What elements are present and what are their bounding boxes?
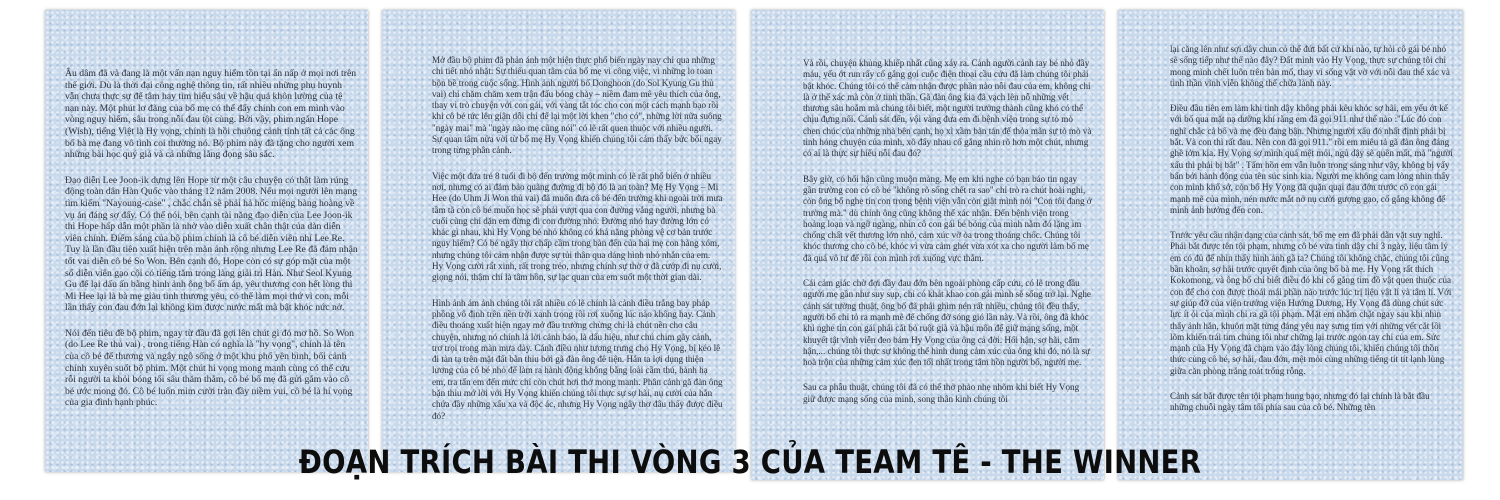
page-1-paragraph-1: Âu dâm đã và đang là một vấn nạn nguy hiểm tồn tại ẩn nấp ở mọi nơi trên thế giới. Dù là thời đại công nghệ thông tin, rất nhiều những phụ huynh vẫn chưa thực sự để tâm hay tìm hiểu sâu về hậu quả khôn lường của tệ nạn này. Một phút lơ đãng của bố mẹ có thể đẩy chính con em mình vào vòng nguy hiểm, sâu trong nỗi đau tột cùng. Bởi vậy, phim ngắn Hope (Wish), tiếng Việt là Hy vọng, chính là hồi chuông cảnh tỉnh tất cả các ông bố bà mẹ đang vô tình coi thường nó. Bộ phim này đã tặng cho người xem những bài học quý giá và cả những lắng đọng sâu sắc.	[65, 68, 357, 161]
page-1-paragraph-2: Đạo diễn Lee Joon-ik dựng lên Hope từ một câu chuyện có thật làm rúng động toàn dân Hàn Quốc vào tháng 12 năm 2008. Nếu mọi người lên mạng tìm kiếm "Nayoung-case" , chắc chắn sẽ phải hả hốc miệng bàng hoàng về vụ án đáng sợ đấy. Có thể nói, bên cạnh tài năng đạo diễn của Lee Joon-ik thì Hope hấp dẫn một phần là nhờ vào diễn xuất chân thật của dàn diễn viên chính. Điểm sáng của bộ phim chính là cô bé diễn viên nhí Lee Re. Tuy là lần đầu tiên xuất hiện trên màn ảnh rộng nhưng Lee Re đã đảm nhận tốt vai diễn cô bé So Won. Bên cạnh đó, Hope còn có sự góp mặt của một số diễn viên gạo cội có tiếng tăm trong làng giải trí Hàn. Như Seol Kyung Gu để lại dấu ấn bằng hình ảnh ông bố ấm áp, yêu thương con hết lòng thì Mi Hee lại là bà mẹ giàu tình thương yêu, có thể làm mọi thứ vì con, mỗi lần thấy con đau đớn lại không kìm được nước mắt mà bật khóc nức nở.	[65, 174, 358, 314]
page-2-paragraph-2: Việc một đứa trẻ 8 tuổi đi bộ đến trường một mình có lẽ rất phổ biến ở nhiều nơi, nhưng có ai đảm bảo quãng đường đi bộ đó là an toàn? Mẹ Hy Vọng – Mi Hee (do Uhm Ji Won thủ vai) đã muốn đưa cô bé đến trường khi ngoài trời mưa tầm tã còn cô bé muốn học sẽ phải vượt qua con đường vắng người, nhưng bà cuối cùng chỉ dặn em đừng đi con đường nhỏ. Đường nhỏ hay đường lớn có khác gì nhau, khi Hy Vọng bé nhỏ không có khả năng phòng vệ cơ bản trước nguy hiểm? Có bé ngây thơ chấp cầm trong bàn đến của hai mẹ con hàng xóm, nhưng chúng tôi cảm nhận được sự tủi thân qua dáng hình nhỏ nhắn của em. Hy Vọng cười rất xinh, rất trong trẻo, nhưng chính sự thờ ơ đã cướp đi nụ cười, giọng nói, thậm chí là tâm hồn, sự lạc quan của em suốt một thời gian dài.	[432, 170, 723, 283]
page-1-paragraph-3: Nói đến tiêu đề bộ phim, ngay từ đầu đã gợi lên chút gì đó mơ hồ. So Won (do Lee Re thủ vai) , trong tiếng Hàn có nghĩa là "hy vọng", chính là tên của cô bé để thương và ngây ngô sống ở một khu phố yên bình, bối cảnh chính xuyên suốt bộ phim. Một chút hi vọng mong manh cùng có thể cứu rỗi người ta khỏi bóng tối sâu thăm thẳm, cô bé bố mẹ đã gửi gắm vào cô bé ước mong đó. Cô bé luôn mỉm cười tràn đầy niềm vui, cô bé là hi vọng của gia đình hạnh phúc.	[65, 327, 354, 409]
page-4-paragraph-4: Cảnh sát bắt được tên tội phạm hung bạo, nhưng đó lại chính là bắt đầu những chuỗi ngày tâm tối phía sau của cô bé. Những tên	[1170, 391, 1430, 413]
page-4-paragraph-1: lại căng lên như sợi dây chun có thể đứt bất cứ khi nào, tự hỏi cô gái bé nhỏ sẽ sống tiếp như thế nào đây? Đất mình vào Hy Vọng, thực sự chúng tôi chỉ mong mình chết luôn trên bàn mổ, thay vì sống vật vờ với nỗi đau thể xác và tinh thần vĩnh viễn không thể chữa lành này.	[1170, 44, 1450, 88]
document-page-1	[45, 10, 368, 472]
page-3-paragraph-4: Sau ca phẫu thuật, chúng tôi đã có thể thở phào nhẹ nhõm khi biết Hy Vọng giữ được mạng sống của mình, song thân kinh chúng tôi	[803, 382, 1080, 404]
banner-title: ĐOẠN TRÍCH BÀI THI VÒNG 3 CỦA TEAM TÊ - THE WINNER	[298, 443, 1202, 481]
page-3-paragraph-3: Cái cảm giác chờ đợi đầy đau đớn bên ngoài phòng cấp cứu, có lẽ trong đầu người mẹ gần như suy sụp, chỉ có khát khao con gái mình sẽ sống trở lại. Nghe cảnh sát tường thuật, ông bố đã phải ghìm nén rất nhiều, chúng tôi đều thấy, người bố chỉ tỏ ra mạnh mẽ để chống đỡ sóng gió lần này. Và rồi, ông đã khóc khi nghe tin con gái phải cắt bỏ ruột già và hậu môn để giữ mạng sống, một khuyết tật vĩnh viễn đeo bám Hy Vọng của ông cả đời. Hối hận, sợ hãi, căm hận,... chúng tôi thực sự không thể hình dung cảm xúc của ông khi đó, nó là sự hoà trộn của những cảm xúc đen tối nhất trong tâm hồn người bố, người mẹ.	[803, 278, 1091, 368]
page-3-paragraph-1: Và rồi, chuyện khủng khiếp nhất cũng xảy ra. Cảnh người cảnh tay bé nhỏ đầy máu, yếu ớt run rẩy cố gắng gọi cuộc điện thoại cầu cứu đã làm chúng tôi phải bật khóc. Chúng tôi có thể cảm nhận được phần nào nỗi đau của em, không chỉ là ở thể xác mà còn ở tinh thần. Gã đàn ông kia đã vạch lên nỗ những vết thương sâu hoắm mà chúng tôi biết, một người trưởng thành cũng khó có thể chịu đựng nổi. Cảnh sát đến, vội vàng đưa em đi bệnh viện trong sự tò mò chen chúc của những nhà bên cạnh, họ xì xầm bàn tán để thỏa mãn sự tò mò và tình hóng chuyện của mình, xô đẩy nhau cố gắng nhìn rõ hơn một chút, nhưng có ai là thực sự hiểu nỗi đau đó?	[803, 58, 1092, 159]
page-4-paragraph-3: Trước yêu cầu nhận dạng của cảnh sát, bố mẹ em đã phải dằn vặt suy nghĩ. Phải bắt được tên tội phạm, nhưng cô bé vừa tỉnh dậy chỉ 3 ngày, liệu tâm lý em có đủ để nhìn thấy hình ảnh gã ta? Chúng tôi không chắc, chúng tôi cũng bần khoăn, sợ hãi trước quyết định của ông bố bà mẹ. Hy Vọng rất thích Kokomong, và ông bố chỉ biết điều đó khi cố gắng tìm đồ vật quen thuộc của con để cho con được thoải mái phần nào trước lúc trị liệu vật lí và tâm lí. Với sự giúp đỡ của viện trưởng viện Hướng Dương, Hy Vọng đã dùng chút sức lực ít ỏi của mình chỉ ra gã tội phạm. Mặt em nhăm chặt ngay sau khi nhìn thấy ảnh hắn, khuôn mặt từng đáng yêu nay sưng tím với những vết cắt lồi lõm khiến trái tim chúng tôi như chững lại trước ngón tay chỉ của em. Sức mạnh của Hy Vọng đã chạm vào đáy lòng chúng tôi, khiến chúng tôi thồn thức cùng cô bé, sợ hãi, đau đớn, mệt mỏi cùng những tiếng tít tít lạnh lùng giữa căn phòng trắng toát trống rỗng.	[1170, 230, 1452, 376]
page-2-paragraph-1: Mở đầu bộ phim đã phản ánh một hiện thực phổ biến ngày nay chỉ qua những chi tiết nhỏ nhặt: Sự thiếu quan tâm của bố mẹ vì công việc, vì những lo toan bộn bề trong cuộc sống. Hình ảnh người bố Donghoon (do Sol Kyung Gu thủ vai) chỉ chăm chăm xem trận đấu bóng chày – niềm đam mê yêu thích của ông, thay vì trò chuyện với con gái, với vàng tắt tóc cho con một cách mạnh bạo rồi khi cô bé tức lên giận dỗi chỉ để lại một lời khen "cho có", những lời nữa suông "ngày mai" mà "ngày nào mẹ cũng nói" có lẽ rất quen thuộc với nhiều người. Sự quan tâm nửa vời từ bố mẹ Hy Vọng khiến chúng tôi cảm thấy bức bối ngay trong từng phân cảnh.	[432, 55, 722, 156]
page-2-paragraph-3: Hình ảnh ám ảnh chúng tôi rất nhiều có lẽ chính là cảnh điều trắng bay pháp phồng vô định trên nền trời xanh trong rồi rơi xuống lúc nào không hay. Cảnh điều thoáng xuất hiện ngay mở đầu trường chừng chỉ là chút nền cho câu chuyện, nhưng nó chính là lời cảnh báo, là dấu hiệu, như chú chim gãy cánh, trơ trọi trong màn mưa dày. Cánh điều như tương trưng cho Hy Vọng, bị kéo lê đi tàn tạ trên mặt đất bằn thỉu bởi gã đàn ông đê tiện. Hắn ta lợi dụng thiện lương của cô bé nhỏ để làm ra hành động không bằng loài cầm thú, hành hạ em, tra tấn em đến mức chỉ còn chút hơi thở mong manh. Phân cảnh gã đàn ông bặn thỉu mớ lời với Hy Vọng khiến chúng tôi thực sự sợ hãi, nụ cười của hắn chứa đầy những xấu xa và độc ác, nhưng Hy Vọng ngây thơ đâu thấy được điều đó?	[432, 297, 723, 421]
document-page-2	[382, 10, 735, 472]
document-page-4	[1118, 10, 1463, 480]
page-3-paragraph-2: Bây giờ, có hối hận cũng muộn màng. Mẹ em khi nghe có bạn báo tin ngay gần trường con có cô bé "không rõ sống chết ra sao" chỉ trò ra chút hoài nghi, còn ông bố nghe tin con trong bệnh viện vẫn còn giật mình nói "Con tôi đang ở trường mà." dù chính ông cũng không thể xác nhận. Đến bệnh viện trong hoảng loạn và ngỡ ngàng, nhìn cô con gái bé bóng của mình nằm đó lặng im chống chất vết thương lớn nhỏ, cảm xúc vỡ òa trong thoáng chốc. Chúng tôi khóc thương cho cô bé, khóc vì vừa cảm ghét vừa xót xa cho người làm bố mẹ đã quá vô tư để rồi con mình rơi xuống vực thẳm.	[803, 173, 1092, 263]
page-4-paragraph-2: Điều đầu tiên em làm khi tỉnh dậy không phải kêu khóc sợ hãi, em yếu ớt kể với bố qua mặt nạ dưỡng khí rằng em đã gọi 911 như thế nào :"Lúc đó con nghĩ chắc cả bố và mẹ đều đang bận. Nhưng người xấu đó nhất định phải bị bắt. Và con thì rất đau. Nên con đã gọi 911." rồi em miêu tả gã đàn ông đáng ghê tởm kia. Hy Vọng sợ mình quá mệt mỏi, ngủ dậy sẽ quên mất, mà "người xấu thì phải bị bắt" . Tấm hồn em vẫn luôn trong sáng như vậy, không bị vấy bẩn bởi hành động của tên súc sinh kia. Người mẹ không cam lòng nhìn thấy con mình khổ sở, còn bố Hy Vọng đã quặn quại đau đớn trước cô con gái mạnh mẽ của mình, nén nước mắt nở nụ cười gượng gạo, cố gắng không để mình ảnh hưởng đến con.	[1170, 103, 1453, 215]
document-page-3	[751, 10, 1104, 480]
